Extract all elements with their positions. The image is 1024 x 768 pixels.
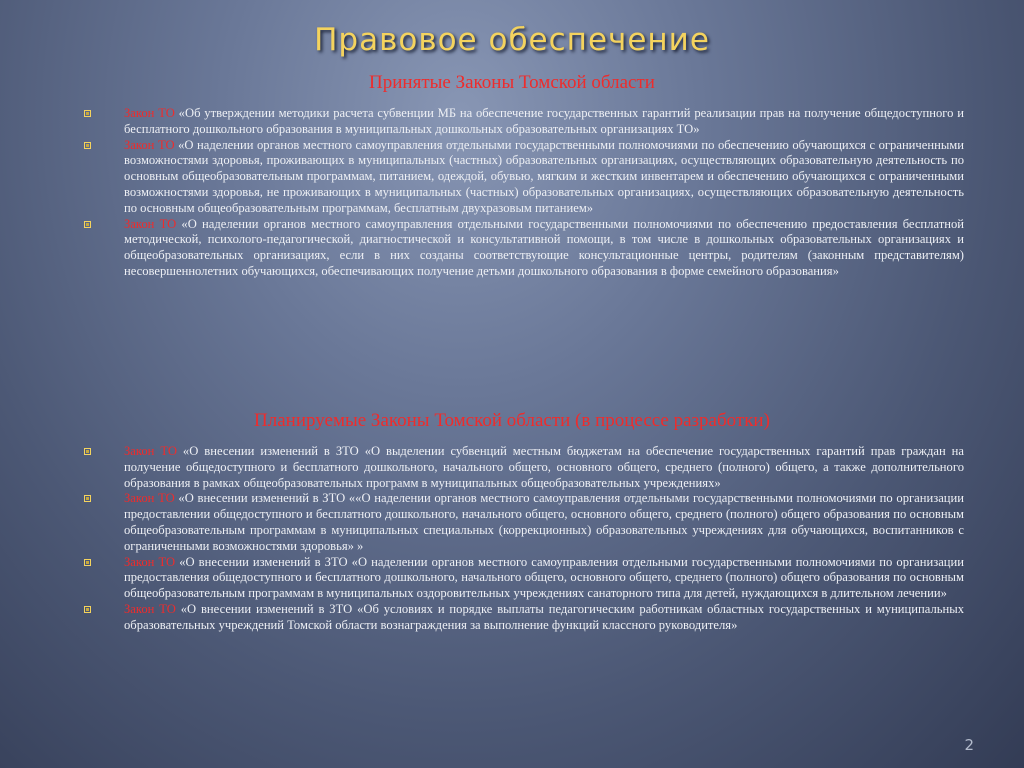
bullet-icon [84, 142, 91, 149]
law-prefix: Закон ТО [124, 216, 177, 231]
list-item [84, 602, 964, 634]
planned-laws-list [84, 444, 964, 634]
bullet-icon [84, 110, 91, 117]
list-item [84, 491, 964, 554]
list-item [84, 138, 964, 217]
bullet-icon [84, 221, 91, 228]
section-heading-planned: Планируемые Законы Томской области (в процессе разработки) [254, 410, 770, 431]
law-text: «О внесении изменений в ЗТО «Об условиях и порядке выплаты педагогическим работникам областных государственных и муниципальных образовательных учреждений Томской области вознаграждения за выполнение функций классного руководителя» [124, 601, 964, 632]
bullet-icon [84, 448, 91, 455]
law-text: «О наделении органов местного самоуправления отдельными государственными полномочиями по обеспечению обучающихся с ограниченными возможностями здоровья, проживающих в муниципальных (частных) образовательных организациях, осуществляющих образовательную деятельность по основным общеобразовательным программам, питанием, одеждой, обувью, мягким и жестким инвентарем и обеспечению обучающихся с ограниченными возможностями здоровья, не проживающих в муниципальных (частных) образовательных организациях, осуществляющих образовательную деятельность по основным общеобразовательным программам, бесплатным двухразовым питанием» [124, 137, 964, 215]
law-text: «О внесении изменений в ЗТО «О наделении органов местного самоуправления отдельными государственными полномочиями по организации предоставления общедоступного и бесплатного дошкольного, начального общего, основного общего, среднего (полного) общего образования по основным общеобразовательным программам в муниципальных оздоровительных учреждениях санаторного типа для детей, нуждающихся в длительном лечении» [124, 554, 965, 601]
list-item [84, 555, 964, 602]
bullet-icon [84, 559, 91, 566]
law-prefix: Закон ТО [124, 137, 175, 152]
law-text: «О внесении изменений в ЗТО ««О наделении органов местного самоуправления отдельными государственными полномочиями по организации предоставлении общедоступного и бесплатного дошкольного, начального общего, основного общего, среднего (полного) общего образования по основным общеобразовательным программам в муниципальных специальных (коррекционных) образовательных учреждениях для обучающихся, воспитанников с ограниченными возможностями здоровья» » [124, 491, 965, 553]
page-number: 2 [964, 736, 974, 754]
slide-title: Правовое обеспечение [314, 22, 710, 58]
law-text: «О наделении органов местного самоуправления отдельными государственными полномочиями по обеспечению предоставления бесплатной методической, психолого-педагогической, диагностической и консультативной помощи, в том числе в дошкольных образовательных организациях и общеобразовательных организациях, если в них созданы соответствующие консультационные центры, родителям (законным представителям) несовершеннолетних обучающихся, обеспечивающих получение детьми дошкольного образования в форме семейного образования» [124, 216, 964, 278]
law-prefix: Закон ТО [124, 601, 176, 616]
list-item [84, 217, 964, 280]
bullet-icon [84, 606, 91, 613]
list-item [84, 444, 964, 491]
adopted-laws-list [84, 106, 964, 280]
law-prefix: Закон ТО [124, 106, 175, 120]
law-prefix: Закон ТО [124, 444, 177, 458]
law-text: «Об утверждении методики расчета субвенции МБ на обеспечение государственных гарантий реализации прав на получение общедоступного и бесплатного дошкольного образования в муниципальных дошкольных образовательных организациях ТО» [124, 106, 965, 136]
law-prefix: Закон ТО [124, 554, 176, 569]
law-text: «О внесении изменений в ЗТО «О выделении субвенций местным бюджетам на обеспечение государственных гарантий прав граждан на получение общедоступного и бесплатного дошкольного, начального общего, основного общего, среднего (полного) общего, а также дополнительного образования в рамках общеобразовательных программ в муниципальных общеобразовательных учреждениях» [124, 444, 964, 490]
list-item [84, 106, 964, 138]
law-prefix: Закон ТО [124, 491, 175, 506]
bullet-icon [84, 495, 91, 502]
section-heading-adopted: Принятые Законы Томской области [369, 72, 655, 93]
